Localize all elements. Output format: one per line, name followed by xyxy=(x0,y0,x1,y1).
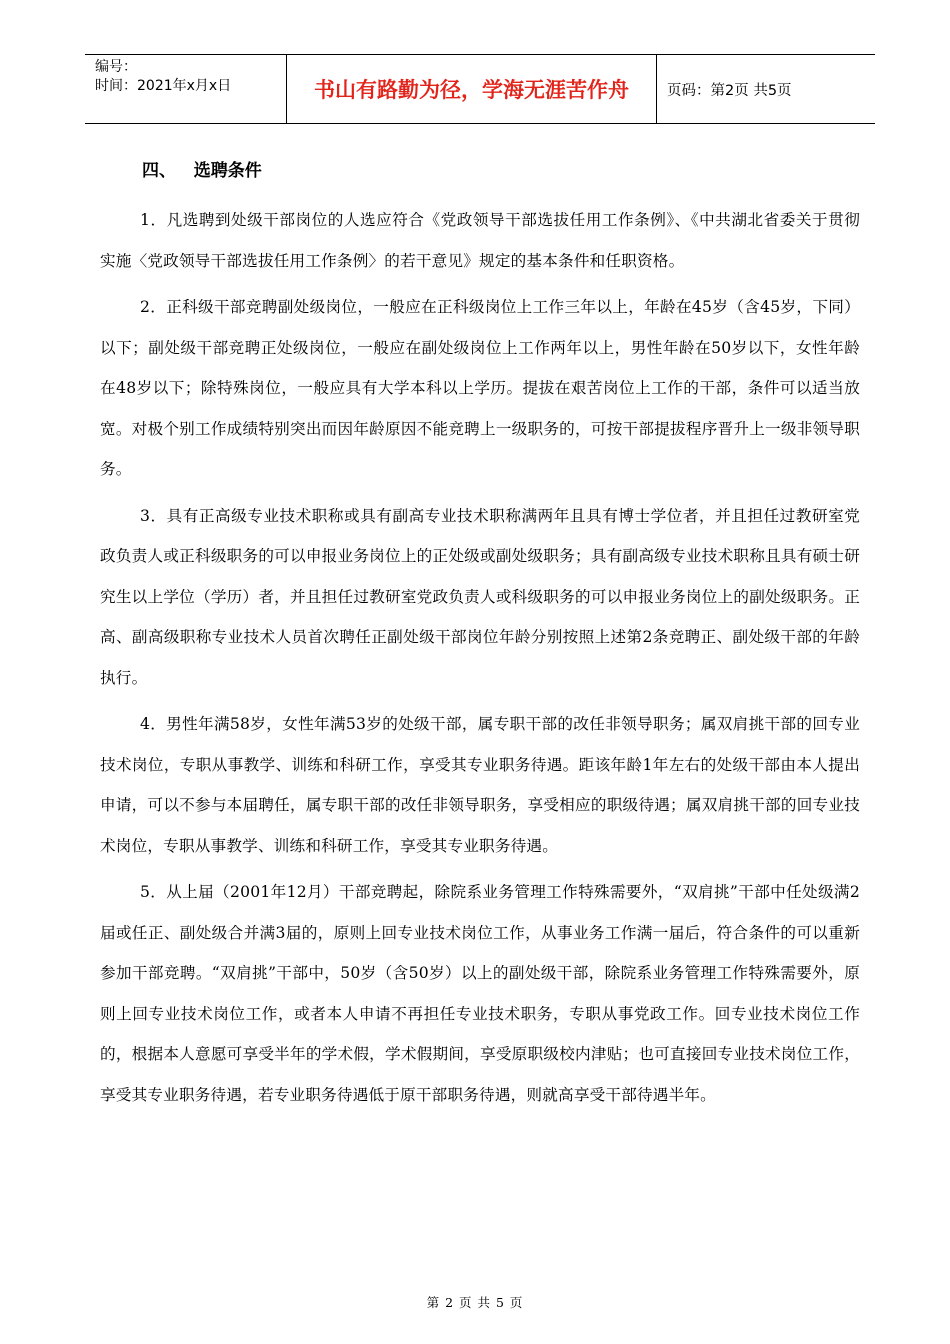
document-body xyxy=(100,200,860,1121)
header-motto: 书山有路勤为径，学海无涯苦作舟 xyxy=(287,55,657,123)
paragraph-1: 1．凡选聘到处级干部岗位的人选应符合《党政领导干部选拔任用工作条例》、《中共湖北省委关于贯彻实施〈党政领导干部选拔任用工作条例〉的若干意见》规定的基本条件和任职资格。 xyxy=(100,211,860,270)
paragraph-5: 5．从上届（2001年12月）干部竞聘起，除院系业务管理工作特殊需要外，“双肩挑”干部中任处级满2届或任正、副处级合并满3届的，原则上回专业技术岗位工作，从事业务工作满一届后，符合条件的可以重新参加干部竞聘。“双肩挑”干部中，50岁（含50岁）以上的副处级干部，除院系业务管理工作特殊需要外，原则上回专业技术岗位工作，或者本人申请不再担任专业技术职务，专职从事党政工作。回专业技术岗位工作的，根据本人意愿可享受半年的学术假，学术假期间，享受原职级校内津贴；也可直接回专业技术岗位工作，享受其专业职务待遇，若专业职务待遇低于原干部职务待遇，则就高享受干部待遇半年。 xyxy=(100,883,860,1104)
header-page-label: 页码：第2页 共5页 xyxy=(667,82,792,99)
section-title: 四、 选聘条件 xyxy=(142,161,262,181)
paragraph-2: 2．正科级干部竞聘副处级岗位，一般应在正科级岗位上工作三年以上，年龄在45岁（含45岁，下同）以下；副处级干部竞聘正处级岗位，一般应在副处级岗位上工作两年以上，男性年龄在50岁以下，女性年龄在48岁以下；除特殊岗位，一般应具有大学本科以上学历。提拔在艰苦岗位上工作的干部，条件可以适当放宽。对极个别工作成绩特别突出而因年龄原因不能竞聘上一级职务的，可按干部提拔程序晋升上一级非领导职务。 xyxy=(100,298,860,478)
page-footer: 第 2 页 共 5 页 xyxy=(426,1295,524,1310)
paragraph-4: 4．男性年满58岁，女性年满53岁的处级干部，属专职干部的改任非领导职务；属双肩挑干部的回专业技术岗位，专职从事教学、训练和科研工作，享受其专业职务待遇。距该年龄1年左右的处级干部由本人提出申请，可以不参与本届聘任，属专职干部的改任非领导职务，享受相应的职级待遇；属双肩挑干部的回专业技术岗位，专职从事教学、训练和科研工作，享受其专业职务待遇。 xyxy=(100,715,860,855)
header-meta xyxy=(85,55,287,123)
paragraph-3: 3．具有正高级专业技术职称或具有副高专业技术职称满两年且具有博士学位者，并且担任过教研室党政负责人或正科级职务的可以申报业务岗位上的正处级或副处级职务；具有副高级专业技术职称且具有硕士研究生以上学位（学历）者，并且担任过教研室党政负责人或科级职务的可以申报业务岗位上的副处级职务。正高、副高级职称专业技术人员首次聘任正副处级干部岗位年龄分别按照上述第2条竞聘正、副处级干部的年龄执行。 xyxy=(100,506,860,687)
document-number-label: 编号： xyxy=(95,59,137,75)
page-header xyxy=(85,54,875,124)
document-time-label: 时间：2021年x月x日 xyxy=(95,78,232,94)
